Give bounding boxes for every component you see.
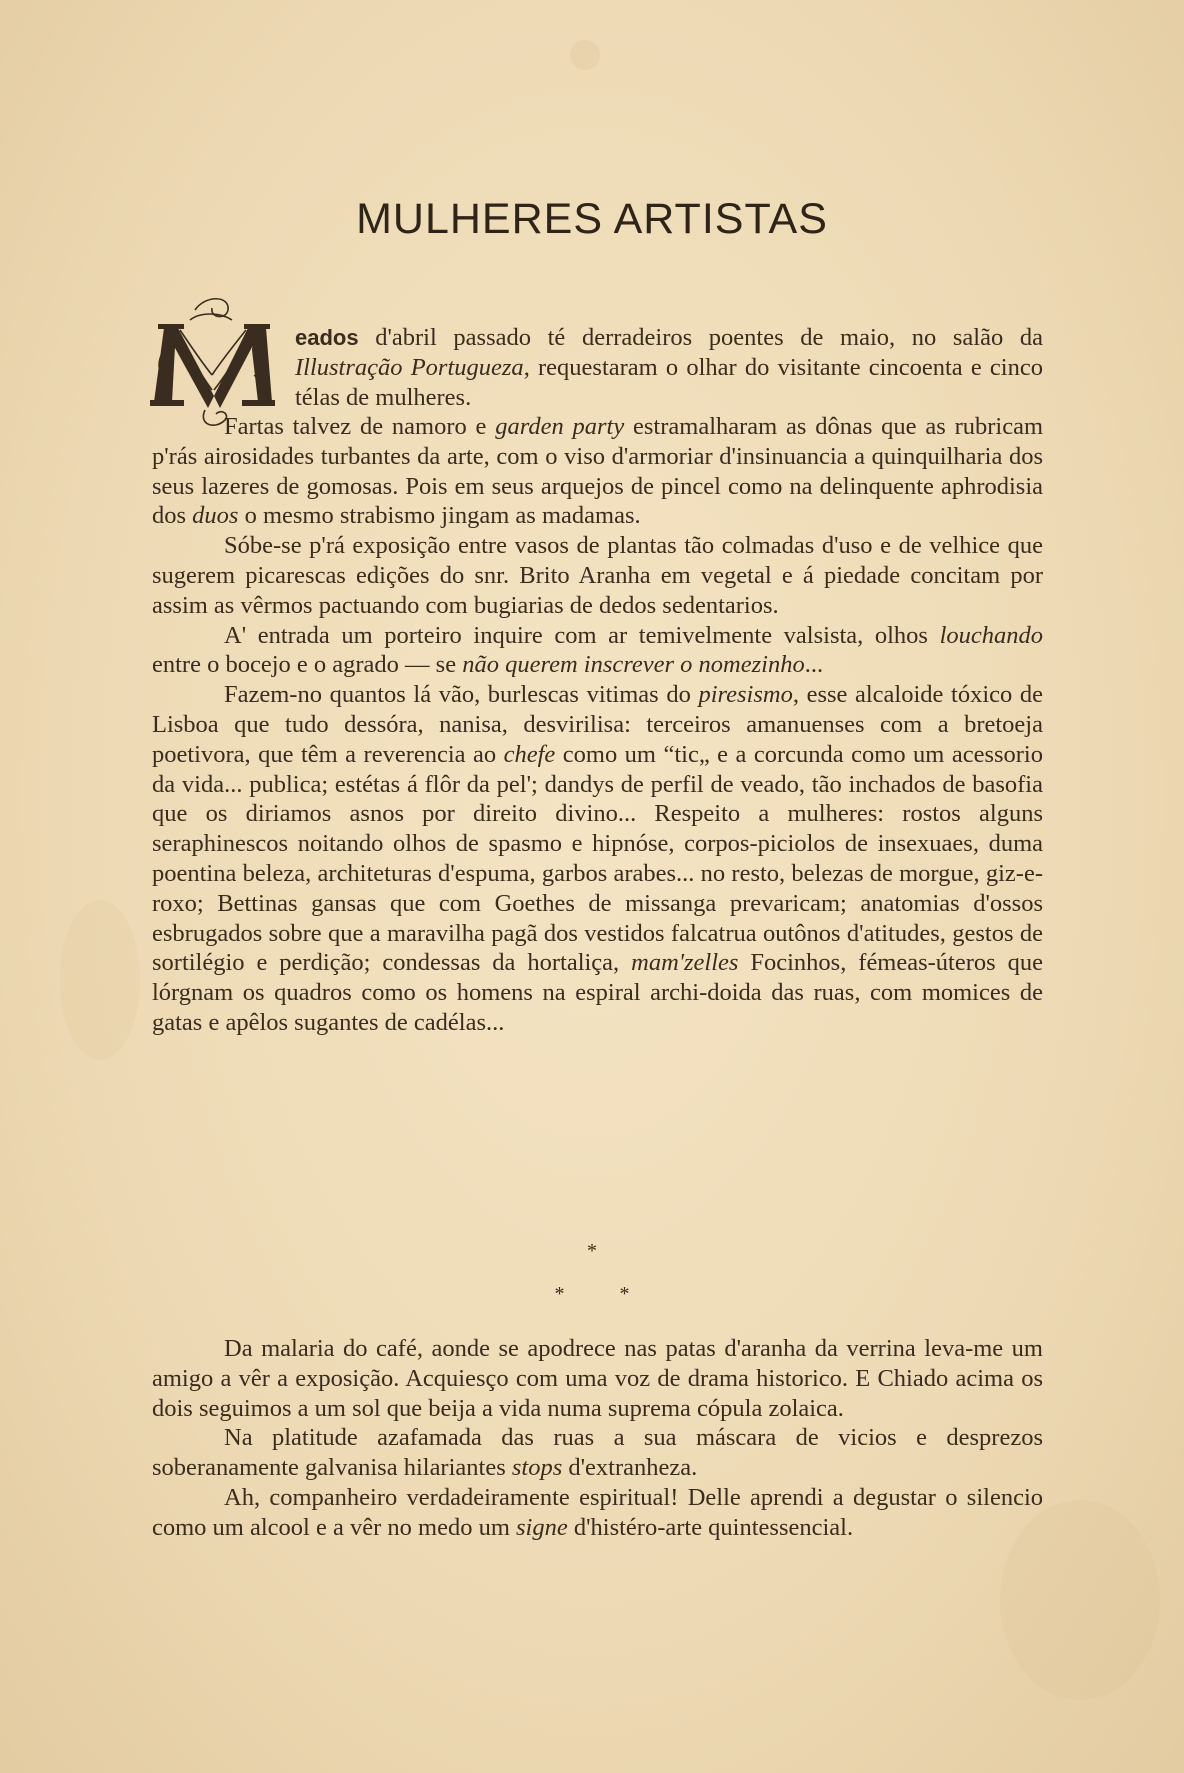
paragraph-4: Fazem-no quantos lá vão, burlescas vitimas do piresismo, esse alcaloide tóxico de Lisboa que tudo dessóra, nanisa, desvirilisa: terceiros amanuenses com a bretoeja poetivora, que têm a reverencia ao chefe como um “tic„ e a corcunda como um acessorio da vida... publica; estétas á flôr da pel'; dandys de perfil de veado, tão inchados de basofia que os diriamos asnos por direito divino... Respeito a mulheres: rostos alguns seraphinescos noitando olhos de spasmo e hipnóse, corpos-piciolos de insexuaes, duma poentina beleza, architeturas d'espuma, garbos arabes... no resto, belezas de morgue, giz-e-roxo; Bettinas gansas que com Goethes de missanga prevaricam; anatomias d'ossos esbrugados sobre que a maravilha pagã dos vestidos falcatrua outônos d'atitudes, gestos de sortilégio e perdição; condessas da hortaliça, mam'zelles Focinhos, fémeas-úteros que lórgnam os quadros como os homens na espiral archi-doida das ruas, com momices de gatas e apêlos sugantes de cadélas... (152, 681, 1043, 1036)
paper-stain (570, 40, 600, 70)
paper-stain (60, 900, 140, 1060)
intro-paragraph (152, 323, 1043, 412)
dropcap-letter: M (204, 349, 217, 364)
paragraph-1: Fartas talvez de namoro e garden party estramalharam as dônas que as rubricam p'rás airosidades turbantes da arte, com o viso d'armoriar d'insinuancia a quinquilharia dos seus lazeres de gomosas. Pois em seus arquejos de pincel como na delinquente aphrodisia dos duos o mesmo strabismo jingam as madamas. (152, 413, 1043, 530)
publication-name: Illustração Portugueza (295, 353, 524, 381)
section-divider-bottom: * * (554, 1283, 630, 1305)
paragraph-6: Na platitude azafamada das ruas a sua máscara de vicios e desprezos soberanamente galvanisa hilariantes stops d'extranheza. (152, 1424, 1043, 1482)
lead-word: eados (295, 325, 359, 350)
paragraph-2: Sóbe-se p'rá exposição entre vasos de plantas tão colmadas d'uso e de velhice que sugerem picarescas edições do snr. Brito Aranha em vegetal e á piedade concitam por assim as vêrmos pactuando com bugiarias de dedos sedentarios. (152, 532, 1043, 619)
paragraph-7: Ah, companheiro verdadeiramente espiritual! Delle aprendi a degustar o silencio como um alcool e a vêr no medo um signe d'histéro-arte quintessencial. (152, 1483, 1043, 1541)
article-title: MULHERES ARTISTAS (356, 195, 828, 243)
intro-text-1: d'abril passado té derradeiros poentes de maio, no salão da (358, 324, 1043, 351)
article-body-part-1 (152, 412, 1043, 1038)
article-body-part-2 (152, 1334, 1043, 1543)
paragraph-5: Da malaria do café, aonde se apodrece nas patas d'aranha da verrina leva-me um amigo a vêr a exposição. Acquiesço com uma voz de drama historico. E Chiado acima os dois seguimos a um sol que beija a vida numa suprema cópula zolaica. (152, 1335, 1043, 1422)
section-divider-top: * (587, 1240, 597, 1262)
intro-text-2: , requestaram o olhar do visitante cincoenta e cinco télas de mulheres. (295, 353, 1043, 411)
paragraph-3: A' entrada um porteiro inquire com ar temivelmente valsista, olhos louchando entre o bocejo e o agrado — se não querem inscrever o nomezinho... (152, 621, 1043, 679)
